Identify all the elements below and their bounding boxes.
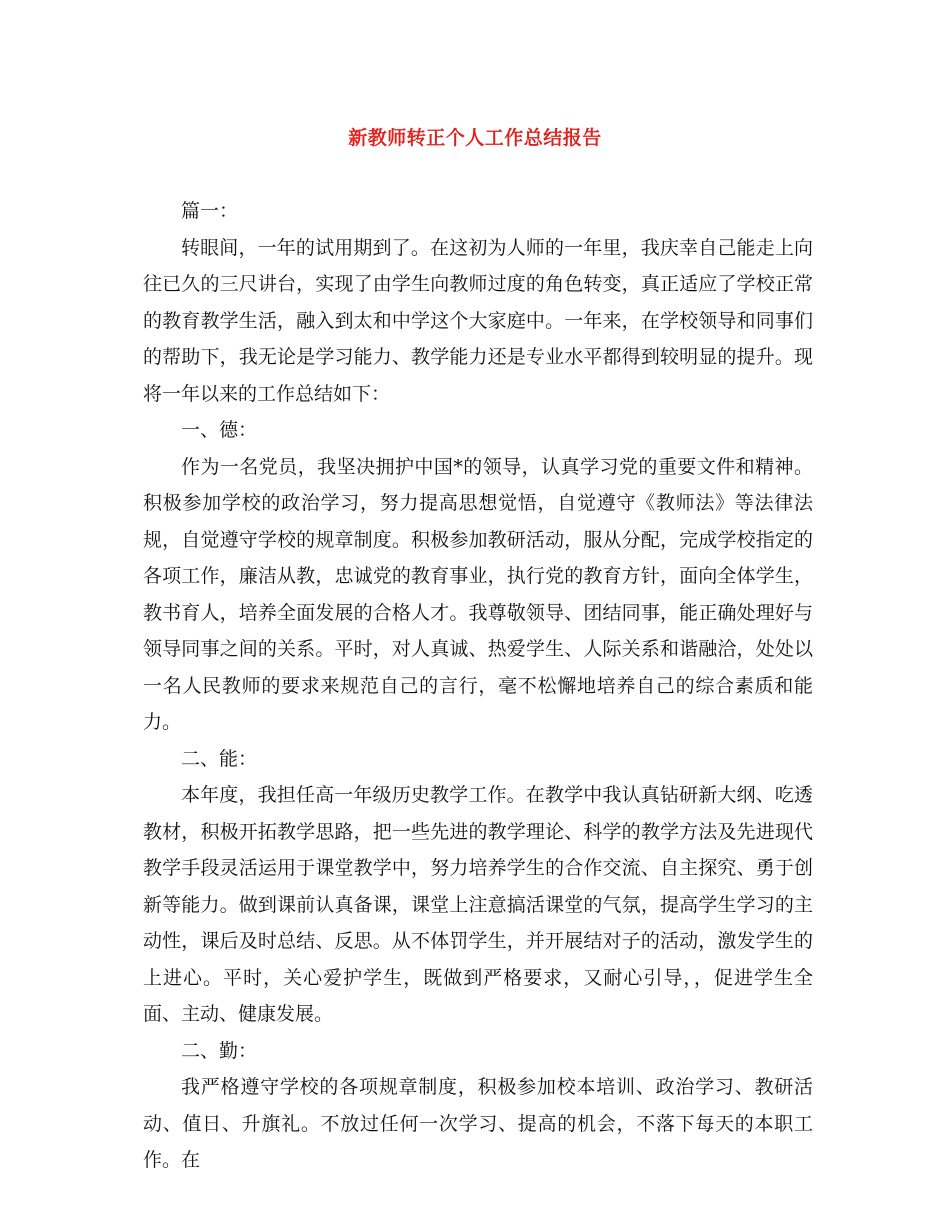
- diligence-paragraph: 我严格遵守学校的各项规章制度，积极参加校本培训、政治学习、教研活动、值日、升旗礼。不放过任何一次学习、提高的机会，不落下每天的本职工作。在: [143, 1076, 813, 1171]
- section-heading-ability: 二、能：: [181, 747, 258, 770]
- document-title: 新教师转正个人工作总结报告: [348, 127, 602, 149]
- document-body: [143, 193, 813, 1179]
- heading-part-one: 篇一：: [181, 200, 239, 222]
- ability-paragraph: 本年度，我担任高一年级历史教学工作。在教学中我认真钻研新大纲、吃透教材，积极开拓教学思路，把一些先进的教学理论、科学的教学方法及先进现代教学手段灵活运用于课堂教学中，努力培养学生的合作交流、自主探究、勇于创新等能力。做到课前认真备课，课堂上注意搞活课堂的气氛，提高学生学习的主动性，课后及时总结、反思。从不体罚学生，并开展结对子的活动，激发学生的上进心。平时，关心爱护学生，既做到严格要求，又耐心引导，，促进学生全面、主动、健康发展。: [143, 784, 813, 1025]
- section-heading-diligence: 二、勤：: [181, 1039, 258, 1062]
- intro-paragraph: 转眼间，一年的试用期到了。在这初为人师的一年里，我庆幸自己能走上向往已久的三尺讲台，实现了由学生向教师过度的角色转变，真正适应了学校正常的教育教学生活，融入到太和中学这个大家庭中。一年来，在学校领导和同事们的帮助下，我无论是学习能力、教学能力还是专业水平都得到较明显的提升。现将一年以来的工作总结如下：: [143, 236, 813, 405]
- section-heading-morality: 一、德：: [181, 419, 258, 441]
- morality-paragraph: 作为一名党员，我坚决拥护中国*的领导，认真学习党的重要文件和精神。积极参加学校的政治学习，努力提高思想觉悟，自觉遵守《教师法》等法律法规，自觉遵守学校的规章制度。积极参加教研活动，服从分配，完成学校指定的各项工作，廉洁从教，忠诚党的教育事业，执行党的教育方针，面向全体学生，教书育人，培养全面发展的合格人才。我尊敬领导、团结同事，能正确处理好与领导同事之间的关系。平时，对人真诚、热爱学生、人际关系和谐融洽，处处以一名人民教师的要求来规范自己的言行，毫不松懈地培养自己的综合素质和能力。: [143, 455, 813, 733]
